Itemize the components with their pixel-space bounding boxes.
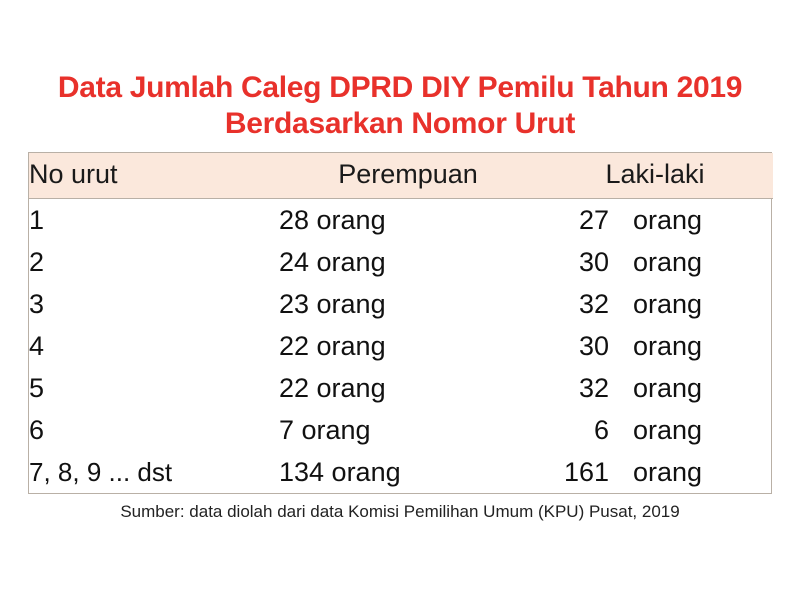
title-line-1: Data Jumlah Caleg DPRD DIY Pemilu Tahun 2019 [57,71,743,104]
cell-laki-laki-unit: orang [633,289,703,319]
cell-laki-laki-number: 6 [593,415,609,445]
cell-laki-laki-number: 32 [578,373,609,403]
table-row [29,367,773,409]
table-row [29,409,773,451]
cell-laki-laki-number: 30 [578,331,609,361]
cell-no-urut: 3 [29,289,45,319]
table-header-row [29,153,773,199]
table-row [29,283,773,325]
column-header-perempuan: Perempuan [279,153,537,199]
cell-laki-laki-unit: orang [633,247,703,277]
cell-no-urut: 4 [29,331,45,361]
cell-laki-laki-number: 27 [578,205,609,235]
table-row [29,241,773,283]
cell-laki-laki-number: 32 [578,289,609,319]
column-header-no-urut: No urut [29,153,279,199]
cell-laki-laki-unit: orang [633,373,703,403]
cell-laki-laki [537,367,773,409]
cell-no-urut: 7, 8, 9 ... dst [29,457,173,487]
column-header-laki-laki: Laki-laki [537,153,773,199]
cell-no-urut: 6 [29,415,45,445]
cell-laki-laki [537,409,773,451]
cell-laki-laki-unit: orang [633,415,703,445]
cell-perempuan: 134 orang [279,457,401,487]
cell-laki-laki-number: 161 [563,457,609,487]
cell-perempuan: 23 orang [279,289,386,319]
data-table-container [28,152,772,494]
cell-laki-laki-unit: orang [633,457,703,487]
source-note: Sumber: data diolah dari data Komisi Pemilihan Umum (KPU) Pusat, 2019 [120,502,680,521]
cell-laki-laki-number: 30 [578,247,609,277]
table-row [29,451,773,493]
caleg-table [29,153,773,493]
title-line-2: Berdasarkan Nomor Urut [224,107,576,140]
table-row [29,199,773,242]
cell-no-urut: 2 [29,247,45,277]
cell-perempuan: 22 orang [279,373,386,403]
page-title [0,70,800,142]
cell-perempuan: 7 orang [279,415,371,445]
cell-perempuan: 28 orang [279,205,386,235]
cell-laki-laki [537,241,773,283]
cell-no-urut: 1 [29,205,45,235]
cell-laki-laki [537,283,773,325]
cell-laki-laki-unit: orang [633,331,703,361]
table-row [29,325,773,367]
cell-laki-laki [537,451,773,493]
cell-laki-laki [537,199,773,242]
cell-laki-laki-unit: orang [633,205,703,235]
cell-perempuan: 24 orang [279,247,386,277]
cell-perempuan: 22 orang [279,331,386,361]
table-body [29,199,773,494]
cell-no-urut: 5 [29,373,45,403]
table-header [29,153,773,199]
cell-laki-laki [537,325,773,367]
